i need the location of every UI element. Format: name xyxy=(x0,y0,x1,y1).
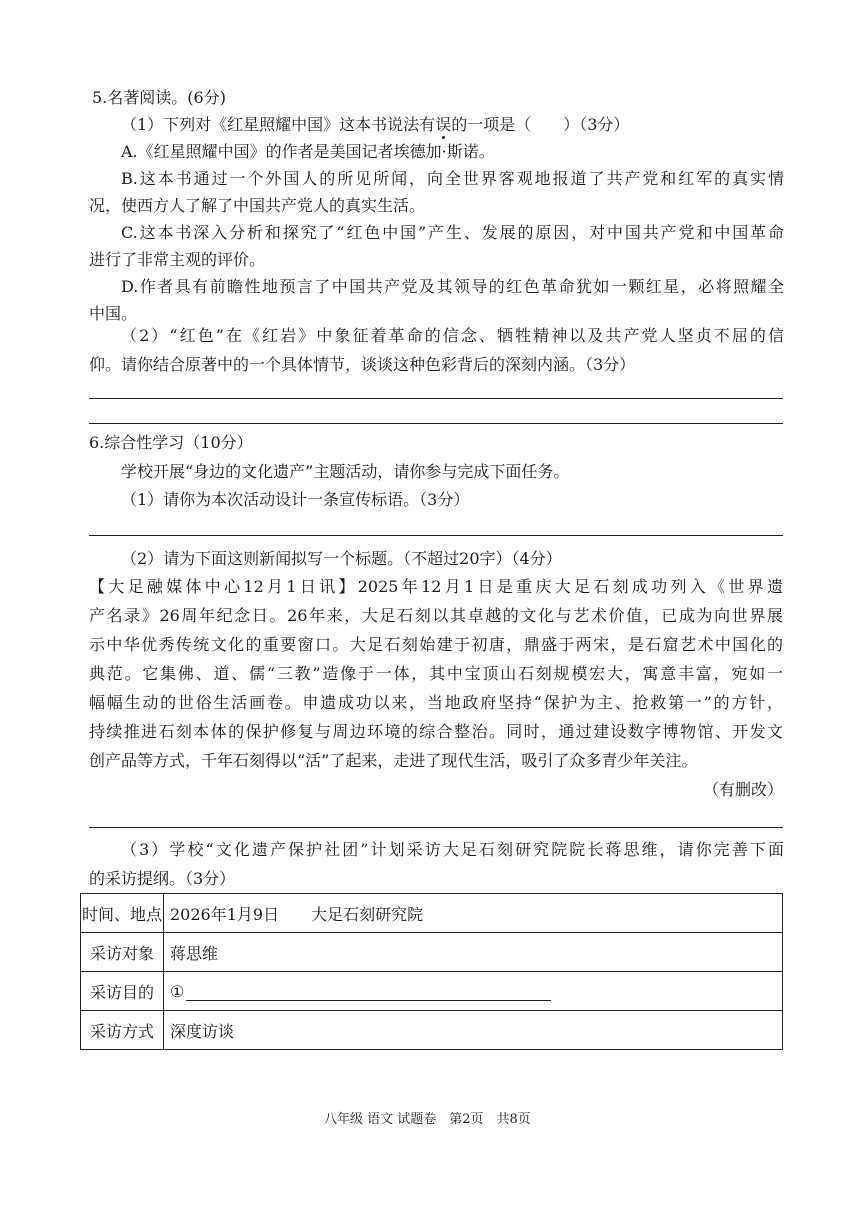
table-value-purpose xyxy=(164,972,783,1011)
q6-sub3-line1: （3）学校“文化遗产保护社团”计划采访大足石刻研究院院长蒋思维，请你完善下面 xyxy=(121,840,784,859)
q5-answer-line-1 xyxy=(89,398,783,399)
table-label: 时间、地点 xyxy=(81,894,164,933)
table-row xyxy=(81,972,783,1011)
q6-sub1: （1）请你为本次活动设计一条宣传标语。（3分） xyxy=(121,490,470,509)
news-line-4: 典范。它集佛、道、儒“三教”造像于一体，其中宝顶山石刻规模宏大，寓意丰富，宛如一 xyxy=(89,664,783,683)
q5-sub1-stem-b: 的一项是（ ）（3分） xyxy=(451,115,630,134)
purpose-answer-blank xyxy=(186,984,551,1001)
q5-title: 5.名著阅读。(6分) xyxy=(92,88,226,107)
q5-option-b-line2: 况，使西方人了解了中国共产党人的真实生活。 xyxy=(89,196,426,215)
table-value: 蒋思维 xyxy=(164,933,783,972)
table-row xyxy=(81,894,783,933)
q5-answer-line-2 xyxy=(89,423,783,424)
q5-sub2-line2: 仰。请你结合原著中的一个具体情节，谈谈这种色彩背后的深刻内涵。（3分） xyxy=(89,355,636,374)
news-line-6: 持续推进石刻本体的保护修复与周边环境的综合整治。同时，通过建设数字博物馆、开发文 xyxy=(89,722,783,741)
news-line-3: 示中华优秀传统文化的重要窗口。大足石刻始建于初唐，鼎盛于两宋，是石窟艺术中国化的 xyxy=(89,635,783,654)
interview-outline-table xyxy=(80,893,783,1050)
table-value: 2026年1月9日 大足石刻研究院 xyxy=(164,894,783,933)
purpose-marker: ① xyxy=(170,981,185,1001)
q5-option-a: A.《红星照耀中国》的作者是美国记者埃德加·斯诺。 xyxy=(121,142,495,161)
q6-sub3-line2: 的采访提纲。（3分） xyxy=(89,869,236,888)
q5-option-d-line1: D.作者具有前瞻性地预言了中国共产党及其领导的红色革命犹如一颗红星，必将照耀全 xyxy=(121,277,784,296)
table-label: 采访方式 xyxy=(81,1011,164,1050)
q6-sub1-answer-line xyxy=(89,535,783,536)
table-row xyxy=(81,933,783,972)
page-footer: 八年级 语文 试题卷 第2页 共8页 xyxy=(324,1112,531,1127)
q5-option-c-line2: 进行了非常主观的评价。 xyxy=(89,250,266,269)
news-source-note: （有删改） xyxy=(703,780,784,799)
q6-sub2: （2）请为下面这则新闻拟写一个标题。（不超过20字）（4分） xyxy=(121,549,562,568)
q5-sub2-line1: （2）“红色”在《红岩》中象征着革命的信念、牺牲精神以及共产党人坚贞不屈的信 xyxy=(121,326,784,345)
q5-sub1-stem xyxy=(121,115,629,135)
q5-option-d-line2: 中国。 xyxy=(89,304,138,323)
table-row xyxy=(81,1011,783,1050)
table-label: 采访对象 xyxy=(81,933,164,972)
q6-title: 6.综合性学习（10分） xyxy=(89,433,253,452)
table-value: 深度访谈 xyxy=(164,1011,783,1050)
q5-option-b-line1: B.这本书通过一个外国人的所见所闻，向全世界客观地报道了共产党和红军的真实情 xyxy=(121,169,784,188)
news-line-2: 产名录》26周年纪念日。26年来，大足石刻以其卓越的文化与艺术价值，已成为向世界展 xyxy=(89,606,783,625)
news-line-7: 创产品等方式，千年石刻得以“活”了起来，走进了现代生活，吸引了众多青少年关注。 xyxy=(89,751,698,770)
q5-sub1-stem-a: （1）下列对《红星照耀中国》这本书说法有 xyxy=(121,115,436,134)
news-line-1: 【大足融媒体中心12月1日讯】2025年12月1日是重庆大足石刻成功列入《世界遗 xyxy=(89,577,783,596)
news-line-5: 幅幅生动的世俗生活画卷。申遗成功以来，当地政府坚持“保护为主、抢救第一”的方针， xyxy=(89,693,783,712)
table-label: 采访目的 xyxy=(81,972,164,1011)
q5-sub1-emphasis-char: 误 xyxy=(435,115,452,134)
q5-option-c-line1: C.这本书深入分析和探究了“红色中国”产生、发展的原因，对中国共产党和中国革命 xyxy=(121,223,784,242)
q6-sub2-answer-line xyxy=(89,827,783,828)
q6-intro: 学校开展“身边的文化遗产”主题活动，请你参与完成下面任务。 xyxy=(121,462,570,481)
